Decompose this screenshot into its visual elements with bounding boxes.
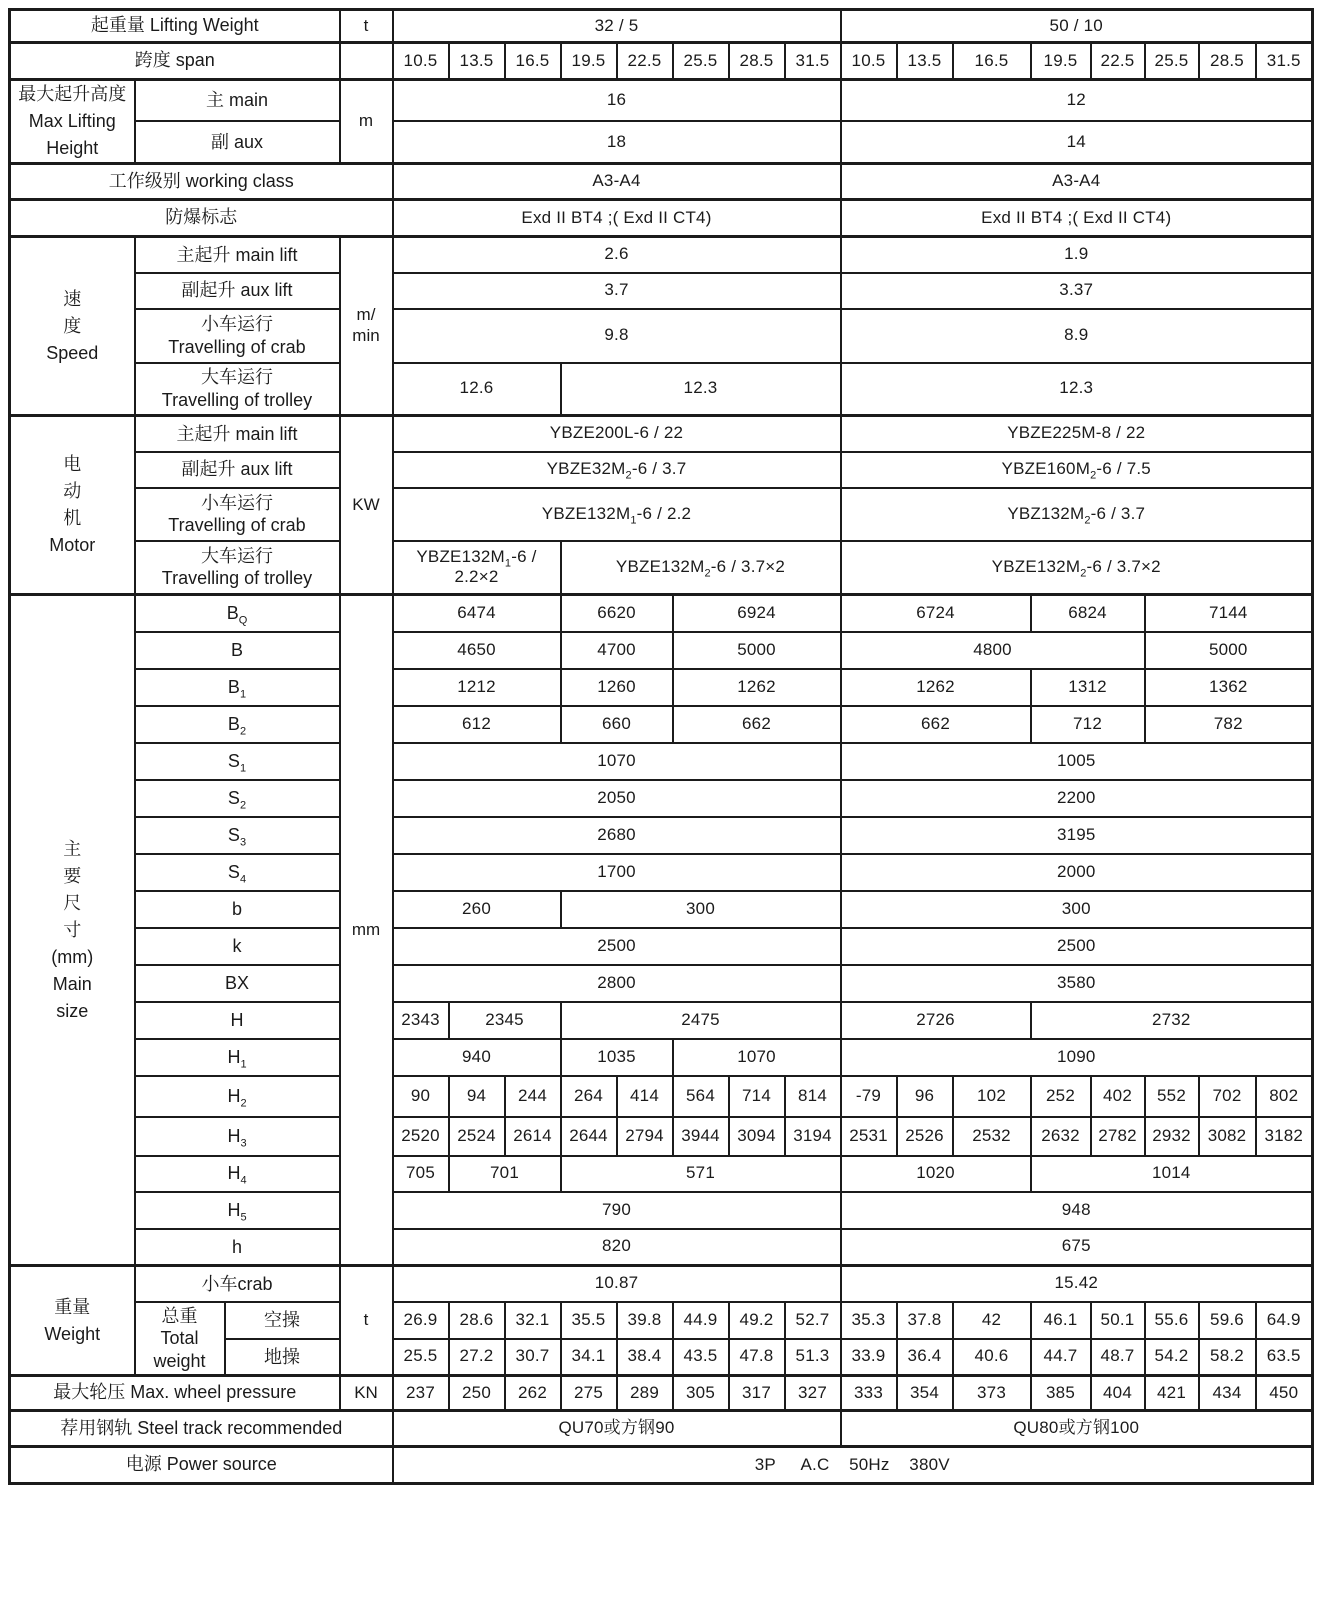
weight-total-ground-value-12: 44.7	[1031, 1339, 1091, 1376]
size-h2-value-5: 414	[617, 1076, 673, 1117]
motor-main-lift-value-3: YBZE200L-6 / 22	[393, 416, 841, 452]
motor-crab-sub-0: 小车运行 Travelling of crab	[135, 488, 340, 541]
row-max-lifting-height-main	[10, 80, 1313, 121]
subscript: 5	[240, 1211, 247, 1224]
speed-aux-lift-value-2: 3.37	[841, 273, 1313, 309]
subscript: 2	[239, 799, 247, 812]
max-wheel-pressure-value-7: 305	[673, 1376, 729, 1411]
size-b-upper-value-1: 4650	[393, 632, 561, 669]
weight-total-pendent-sub-0: 总重 Total weight	[135, 1302, 225, 1376]
size-h4-value-1: 705	[393, 1156, 449, 1192]
size-h3-value-1: 2520	[393, 1117, 449, 1156]
max-wheel-pressure-value-9: 327	[785, 1376, 841, 1411]
size-bq-value-3: 6474	[393, 595, 561, 632]
subscript: 2	[1090, 469, 1097, 482]
row-size-b-lower	[10, 891, 1313, 928]
weight-crab-unit-2: t	[340, 1266, 393, 1376]
size-h-cap-value-2: 2345	[449, 1002, 561, 1039]
weight-total-pendent-value-15: 55.6	[1145, 1302, 1199, 1339]
weight-total-ground-value-11: 40.6	[953, 1339, 1031, 1376]
max-wheel-pressure-value-2: 237	[393, 1376, 449, 1411]
size-h4-value-3: 571	[561, 1156, 841, 1192]
size-b1-sub-0: $B_1$	[135, 669, 340, 706]
subscript: 4	[239, 873, 247, 886]
span-value-6: 22.5	[617, 43, 673, 80]
size-h1-value-4: 1090	[841, 1039, 1313, 1076]
subscript: 3	[239, 836, 247, 849]
row-size-s4	[10, 854, 1313, 891]
max-wheel-pressure-value-10: 333	[841, 1376, 897, 1411]
weight-crab-value-4: 15.42	[841, 1266, 1313, 1302]
size-h3-value-2: 2524	[449, 1117, 505, 1156]
size-b1-value-4: 1262	[841, 669, 1031, 706]
size-s4-sub-0: $S_4$	[135, 854, 340, 891]
size-s1-value-1: 1070	[393, 743, 841, 780]
size-b1-value-1: 1212	[393, 669, 561, 706]
speed-main-lift-value-4: 1.9	[841, 237, 1313, 273]
weight-total-pendent-value-12: 42	[953, 1302, 1031, 1339]
size-s2-sub-0: $S_2$	[135, 780, 340, 817]
span-value-13: 19.5	[1031, 43, 1091, 80]
size-h3-value-3: 2614	[505, 1117, 561, 1156]
row-size-h3	[10, 1117, 1313, 1156]
weight-total-ground-value-13: 48.7	[1091, 1339, 1145, 1376]
row-steel-track	[10, 1411, 1313, 1447]
size-b-upper-sub-0: B	[135, 632, 340, 669]
size-h3-value-7: 3094	[729, 1117, 785, 1156]
span-value-10: 10.5	[841, 43, 897, 80]
size-bx-sub-0: BX	[135, 965, 340, 1002]
max-wheel-pressure-value-8: 317	[729, 1376, 785, 1411]
size-h3-value-15: 3082	[1199, 1117, 1256, 1156]
size-b-lower-value-1: 260	[393, 891, 561, 928]
row-speed-aux-lift	[10, 273, 1313, 309]
size-b-lower-value-3: 300	[841, 891, 1313, 928]
span-value-2: 10.5	[393, 43, 449, 80]
size-s3-value-2: 3195	[841, 817, 1313, 854]
max-wheel-pressure-value-11: 354	[897, 1376, 953, 1411]
weight-total-pendent-value-8: 49.2	[729, 1302, 785, 1339]
size-bq-value-7: 6824	[1031, 595, 1145, 632]
size-h1-value-1: 940	[393, 1039, 561, 1076]
row-size-b2	[10, 706, 1313, 743]
row-size-bq	[10, 595, 1313, 632]
size-h2-value-14: 552	[1145, 1076, 1199, 1117]
size-h3-value-8: 3194	[785, 1117, 841, 1156]
size-h2-value-6: 564	[673, 1076, 729, 1117]
explosion-proof-mark-label-0: 防爆标志	[10, 200, 393, 237]
size-h2-value-4: 264	[561, 1076, 617, 1117]
max-lifting-height-main-unit-2: m	[340, 80, 393, 164]
size-bx-value-2: 3580	[841, 965, 1313, 1002]
speed-main-lift-value-3: 2.6	[393, 237, 841, 273]
size-b-lower-value-2: 300	[561, 891, 841, 928]
lifting-weight-label-0: 起重量 Lifting Weight	[10, 10, 340, 43]
weight-total-pendent-value-4: 32.1	[505, 1302, 561, 1339]
working-class-value-1: A3-A4	[393, 164, 841, 200]
row-speed-crab	[10, 309, 1313, 363]
subscript: 2	[239, 725, 247, 738]
max-wheel-pressure-value-4: 262	[505, 1376, 561, 1411]
size-b-lower-sub-0: b	[135, 891, 340, 928]
weight-total-ground-value-6: 43.5	[673, 1339, 729, 1376]
weight-total-ground-value-8: 51.3	[785, 1339, 841, 1376]
weight-total-pendent-value-5: 35.5	[561, 1302, 617, 1339]
row-motor-crab	[10, 488, 1313, 541]
working-class-value-2: A3-A4	[841, 164, 1313, 200]
crane-spec-table	[8, 8, 1314, 1485]
max-wheel-pressure-value-16: 434	[1199, 1376, 1256, 1411]
size-k-sub-0: k	[135, 928, 340, 965]
row-power-source	[10, 1447, 1313, 1484]
speed-trolley-sub-0: 大车运行 Travelling of trolley	[135, 363, 340, 416]
size-bq-value-4: 6620	[561, 595, 673, 632]
size-k-value-1: 2500	[393, 928, 841, 965]
max-wheel-pressure-value-15: 421	[1145, 1376, 1199, 1411]
size-bq-value-8: 7144	[1145, 595, 1313, 632]
row-max-lifting-height-aux	[10, 121, 1313, 164]
motor-crab-value-2: $YBZ132M_2-6 / 3.7$	[841, 488, 1313, 541]
size-bq-sub-1: $B_Q$	[135, 595, 340, 632]
span-value-3: 13.5	[449, 43, 505, 80]
subscript: 1	[239, 688, 247, 701]
size-b2-value-4: 662	[841, 706, 1031, 743]
subscript: 4	[240, 1174, 247, 1187]
size-h3-value-10: 2526	[897, 1117, 953, 1156]
size-h5-value-2: 948	[841, 1192, 1313, 1229]
span-value-9: 31.5	[785, 43, 841, 80]
size-h5-value-1: 790	[393, 1192, 841, 1229]
max-wheel-pressure-value-5: 275	[561, 1376, 617, 1411]
span-value-11: 13.5	[897, 43, 953, 80]
weight-crab-group-0: 重量 Weight	[10, 1266, 135, 1376]
size-h3-value-4: 2644	[561, 1117, 617, 1156]
size-b2-value-1: 612	[393, 706, 561, 743]
size-h3-value-12: 2632	[1031, 1117, 1091, 1156]
size-h1-sub-0: $H_1$	[135, 1039, 340, 1076]
speed-trolley-value-3: 12.3	[841, 363, 1313, 416]
motor-aux-lift-sub-0: 副起升 aux lift	[135, 452, 340, 488]
span-value-16: 28.5	[1199, 43, 1256, 80]
row-size-h4	[10, 1156, 1313, 1192]
row-size-s3	[10, 817, 1313, 854]
row-motor-main-lift	[10, 416, 1313, 452]
size-b2-value-3: 662	[673, 706, 841, 743]
weight-total-ground-value-7: 47.8	[729, 1339, 785, 1376]
max-wheel-pressure-value-6: 289	[617, 1376, 673, 1411]
row-size-s1	[10, 743, 1313, 780]
subscript: 2	[704, 567, 711, 580]
size-h3-value-11: 2532	[953, 1117, 1031, 1156]
weight-total-ground-value-16: 63.5	[1256, 1339, 1313, 1376]
speed-main-lift-sub-1: 主起升 main lift	[135, 237, 340, 273]
speed-crab-value-1: 9.8	[393, 309, 841, 363]
motor-trolley-value-3: $YBZE132M_2-6 / 3.7\times 2$	[841, 541, 1313, 595]
weight-total-ground-value-1: 25.5	[393, 1339, 449, 1376]
span-value-17: 31.5	[1256, 43, 1313, 80]
row-working-class	[10, 164, 1313, 200]
weight-total-pendent-value-14: 50.1	[1091, 1302, 1145, 1339]
size-h2-value-1: 90	[393, 1076, 449, 1117]
size-s1-value-2: 1005	[841, 743, 1313, 780]
weight-total-ground-value-4: 34.1	[561, 1339, 617, 1376]
size-h3-sub-0: $H_3$	[135, 1117, 340, 1156]
weight-total-ground-value-3: 30.7	[505, 1339, 561, 1376]
span-unit-1	[340, 43, 393, 80]
max-wheel-pressure-value-3: 250	[449, 1376, 505, 1411]
weight-total-pendent-value-3: 28.6	[449, 1302, 505, 1339]
max-wheel-pressure-value-13: 385	[1031, 1376, 1091, 1411]
weight-crab-sub-1: 小车crab	[135, 1266, 340, 1302]
size-h2-value-9: -79	[841, 1076, 897, 1117]
motor-main-lift-value-4: YBZE225M-8 / 22	[841, 416, 1313, 452]
working-class-label-0: 工作级别 working class	[10, 164, 393, 200]
motor-main-lift-sub-1: 主起升 main lift	[135, 416, 340, 452]
weight-total-pendent-value-17: 64.9	[1256, 1302, 1313, 1339]
row-weight-crab	[10, 1266, 1313, 1302]
size-b1-value-3: 1262	[673, 669, 841, 706]
size-h-cap-value-1: 2343	[393, 1002, 449, 1039]
span-value-5: 19.5	[561, 43, 617, 80]
size-h2-sub-0: $H_2$	[135, 1076, 340, 1117]
subscript: 1	[504, 556, 512, 569]
weight-total-pendent-value-6: 39.8	[617, 1302, 673, 1339]
weight-total-pendent-sub-1: 空操	[225, 1302, 340, 1339]
max-lifting-height-main-value-4: 12	[841, 80, 1313, 121]
size-h-cap-value-3: 2475	[561, 1002, 841, 1039]
size-bq-value-5: 6924	[673, 595, 841, 632]
row-motor-aux-lift	[10, 452, 1313, 488]
weight-crab-value-3: 10.87	[393, 1266, 841, 1302]
size-h1-value-3: 1070	[673, 1039, 841, 1076]
motor-main-lift-group-0: 电 动 机 Motor	[10, 416, 135, 595]
weight-total-ground-value-14: 54.2	[1145, 1339, 1199, 1376]
steel-track-label-0: 荐用钢轨 Steel track recommended	[10, 1411, 393, 1447]
size-b1-value-5: 1312	[1031, 669, 1145, 706]
size-h-cap-value-5: 2732	[1031, 1002, 1313, 1039]
row-explosion-proof-mark	[10, 200, 1313, 237]
size-h2-value-7: 714	[729, 1076, 785, 1117]
row-size-h-cap	[10, 1002, 1313, 1039]
subscript: 2	[625, 469, 632, 482]
size-s2-value-1: 2050	[393, 780, 841, 817]
size-h-cap-value-4: 2726	[841, 1002, 1031, 1039]
max-wheel-pressure-unit-1: KN	[340, 1376, 393, 1411]
speed-aux-lift-sub-0: 副起升 aux lift	[135, 273, 340, 309]
speed-trolley-value-1: 12.6	[393, 363, 561, 416]
size-s4-value-1: 1700	[393, 854, 841, 891]
weight-total-ground-value-5: 38.4	[617, 1339, 673, 1376]
row-span	[10, 43, 1313, 80]
weight-total-pendent-value-11: 37.8	[897, 1302, 953, 1339]
size-h3-value-9: 2531	[841, 1117, 897, 1156]
size-h2-value-8: 814	[785, 1076, 841, 1117]
subscript: 2	[1084, 514, 1091, 527]
subscript: 2	[1080, 567, 1087, 580]
motor-trolley-value-1: $YBZE132M_1-6$ / 2.2×2	[393, 541, 561, 595]
row-size-h-small	[10, 1229, 1313, 1266]
size-h2-value-13: 402	[1091, 1076, 1145, 1117]
size-s3-value-1: 2680	[393, 817, 841, 854]
max-lifting-height-main-value-3: 16	[393, 80, 841, 121]
weight-total-pendent-value-13: 46.1	[1031, 1302, 1091, 1339]
weight-total-pendent-value-10: 35.3	[841, 1302, 897, 1339]
size-s1-sub-0: $S_1$	[135, 743, 340, 780]
size-b-upper-value-4: 4800	[841, 632, 1145, 669]
size-h-small-value-2: 675	[841, 1229, 1313, 1266]
size-h3-value-5: 2794	[617, 1117, 673, 1156]
row-speed-main-lift	[10, 237, 1313, 273]
weight-total-ground-value-9: 33.9	[841, 1339, 897, 1376]
speed-main-lift-unit-2: m/ min	[340, 237, 393, 416]
motor-aux-lift-value-2: $YBZE160M_2-6 / 7.5$	[841, 452, 1313, 488]
size-b2-sub-0: $B_2$	[135, 706, 340, 743]
row-size-h2	[10, 1076, 1313, 1117]
size-bq-unit-2: mm	[340, 595, 393, 1266]
size-b2-value-5: 712	[1031, 706, 1145, 743]
speed-aux-lift-value-1: 3.7	[393, 273, 841, 309]
max-lifting-height-main-sub-1: 主 main	[135, 80, 340, 121]
weight-total-ground-value-2: 27.2	[449, 1339, 505, 1376]
size-bq-value-6: 6724	[841, 595, 1031, 632]
row-size-s2	[10, 780, 1313, 817]
steel-track-value-1: QU70或方钢90	[393, 1411, 841, 1447]
size-b2-value-2: 660	[561, 706, 673, 743]
row-speed-trolley	[10, 363, 1313, 416]
steel-track-value-2: QU80或方钢100	[841, 1411, 1313, 1447]
size-s2-value-2: 2200	[841, 780, 1313, 817]
subscript: 1	[240, 1058, 247, 1071]
crane-spec-table-body	[10, 10, 1313, 1484]
row-size-h5	[10, 1192, 1313, 1229]
size-h3-value-16: 3182	[1256, 1117, 1313, 1156]
weight-total-pendent-value-16: 59.6	[1199, 1302, 1256, 1339]
max-wheel-pressure-value-14: 404	[1091, 1376, 1145, 1411]
max-wheel-pressure-value-17: 450	[1256, 1376, 1313, 1411]
size-k-value-2: 2500	[841, 928, 1313, 965]
motor-trolley-value-2: $YBZE132M_2-6 / 3.7\times 2$	[561, 541, 841, 595]
size-b-upper-value-3: 5000	[673, 632, 841, 669]
subscript: 1	[630, 514, 637, 527]
size-bx-value-1: 2800	[393, 965, 841, 1002]
row-size-k	[10, 928, 1313, 965]
max-wheel-pressure-label-0: 最大轮压 Max. wheel pressure	[10, 1376, 340, 1411]
row-size-h1	[10, 1039, 1313, 1076]
subscript: 3	[240, 1137, 247, 1150]
size-s3-sub-0: $S_3$	[135, 817, 340, 854]
span-value-15: 25.5	[1145, 43, 1199, 80]
motor-trolley-sub-0: 大车运行 Travelling of trolley	[135, 541, 340, 595]
size-h2-value-12: 252	[1031, 1076, 1091, 1117]
explosion-proof-mark-value-1: Exd II BT4 ;( Exd II CT4)	[393, 200, 841, 237]
row-motor-trolley	[10, 541, 1313, 595]
size-h3-value-6: 3944	[673, 1117, 729, 1156]
subscript: 2	[240, 1097, 247, 1110]
size-h2-value-2: 94	[449, 1076, 505, 1117]
size-bq-group-0: 主 要 尺 寸 (mm) Main size	[10, 595, 135, 1266]
speed-trolley-value-2: 12.3	[561, 363, 841, 416]
subscript: 1	[239, 762, 247, 775]
max-wheel-pressure-value-12: 373	[953, 1376, 1031, 1411]
motor-aux-lift-value-1: $YBZE32M_2-6 / 3.7$	[393, 452, 841, 488]
row-weight-total-pendent	[10, 1302, 1313, 1339]
size-h2-value-16: 802	[1256, 1076, 1313, 1117]
max-lifting-height-aux-value-1: 18	[393, 121, 841, 164]
size-h5-sub-0: $H_5$	[135, 1192, 340, 1229]
weight-total-ground-value-15: 58.2	[1199, 1339, 1256, 1376]
lifting-weight-unit-1: t	[340, 10, 393, 43]
size-s4-value-2: 2000	[841, 854, 1313, 891]
size-h4-value-2: 701	[449, 1156, 561, 1192]
size-h1-value-2: 1035	[561, 1039, 673, 1076]
weight-total-ground-sub-0: 地操	[225, 1339, 340, 1376]
size-b1-value-2: 1260	[561, 669, 673, 706]
size-h3-value-14: 2932	[1145, 1117, 1199, 1156]
size-h4-value-5: 1014	[1031, 1156, 1313, 1192]
size-b-upper-value-5: 5000	[1145, 632, 1313, 669]
weight-total-pendent-value-9: 52.7	[785, 1302, 841, 1339]
subscript: Q	[238, 614, 248, 627]
max-lifting-height-aux-sub-0: 副 aux	[135, 121, 340, 164]
span-value-12: 16.5	[953, 43, 1031, 80]
span-value-7: 25.5	[673, 43, 729, 80]
lifting-weight-value-3: 50 / 10	[841, 10, 1313, 43]
speed-crab-sub-0: 小车运行 Travelling of crab	[135, 309, 340, 363]
speed-crab-value-2: 8.9	[841, 309, 1313, 363]
span-value-8: 28.5	[729, 43, 785, 80]
explosion-proof-mark-value-2: Exd II BT4 ;( Exd II CT4)	[841, 200, 1313, 237]
size-h-small-value-1: 820	[393, 1229, 841, 1266]
speed-main-lift-group-0: 速 度 Speed	[10, 237, 135, 416]
weight-total-ground-value-10: 36.4	[897, 1339, 953, 1376]
size-b1-value-6: 1362	[1145, 669, 1313, 706]
size-h2-value-15: 702	[1199, 1076, 1256, 1117]
size-h2-value-3: 244	[505, 1076, 561, 1117]
weight-total-pendent-value-2: 26.9	[393, 1302, 449, 1339]
weight-total-pendent-value-7: 44.9	[673, 1302, 729, 1339]
max-lifting-height-aux-value-2: 14	[841, 121, 1313, 164]
row-size-b1	[10, 669, 1313, 706]
motor-main-lift-unit-2: KW	[340, 416, 393, 595]
size-h4-sub-0: $H_4$	[135, 1156, 340, 1192]
size-h2-value-10: 96	[897, 1076, 953, 1117]
lifting-weight-value-2: 32 / 5	[393, 10, 841, 43]
size-h3-value-13: 2782	[1091, 1117, 1145, 1156]
size-b-upper-value-2: 4700	[561, 632, 673, 669]
power-source-value-1: 3P A.C 50Hz 380V	[393, 1447, 1313, 1484]
size-h4-value-4: 1020	[841, 1156, 1031, 1192]
row-size-b-upper	[10, 632, 1313, 669]
span-value-4: 16.5	[505, 43, 561, 80]
motor-crab-value-1: $YBZE132M_1-6 / 2.2$	[393, 488, 841, 541]
size-h-cap-sub-0: H	[135, 1002, 340, 1039]
row-size-bx	[10, 965, 1313, 1002]
size-b2-value-6: 782	[1145, 706, 1313, 743]
size-h2-value-11: 102	[953, 1076, 1031, 1117]
span-label-0: 跨度 span	[10, 43, 340, 80]
row-max-wheel-pressure	[10, 1376, 1313, 1411]
max-lifting-height-main-group-0: 最大起升高度 Max Lifting Height	[10, 80, 135, 164]
span-value-14: 22.5	[1091, 43, 1145, 80]
size-h-small-sub-0: h	[135, 1229, 340, 1266]
power-source-label-0: 电源 Power source	[10, 1447, 393, 1484]
row-lifting-weight	[10, 10, 1313, 43]
